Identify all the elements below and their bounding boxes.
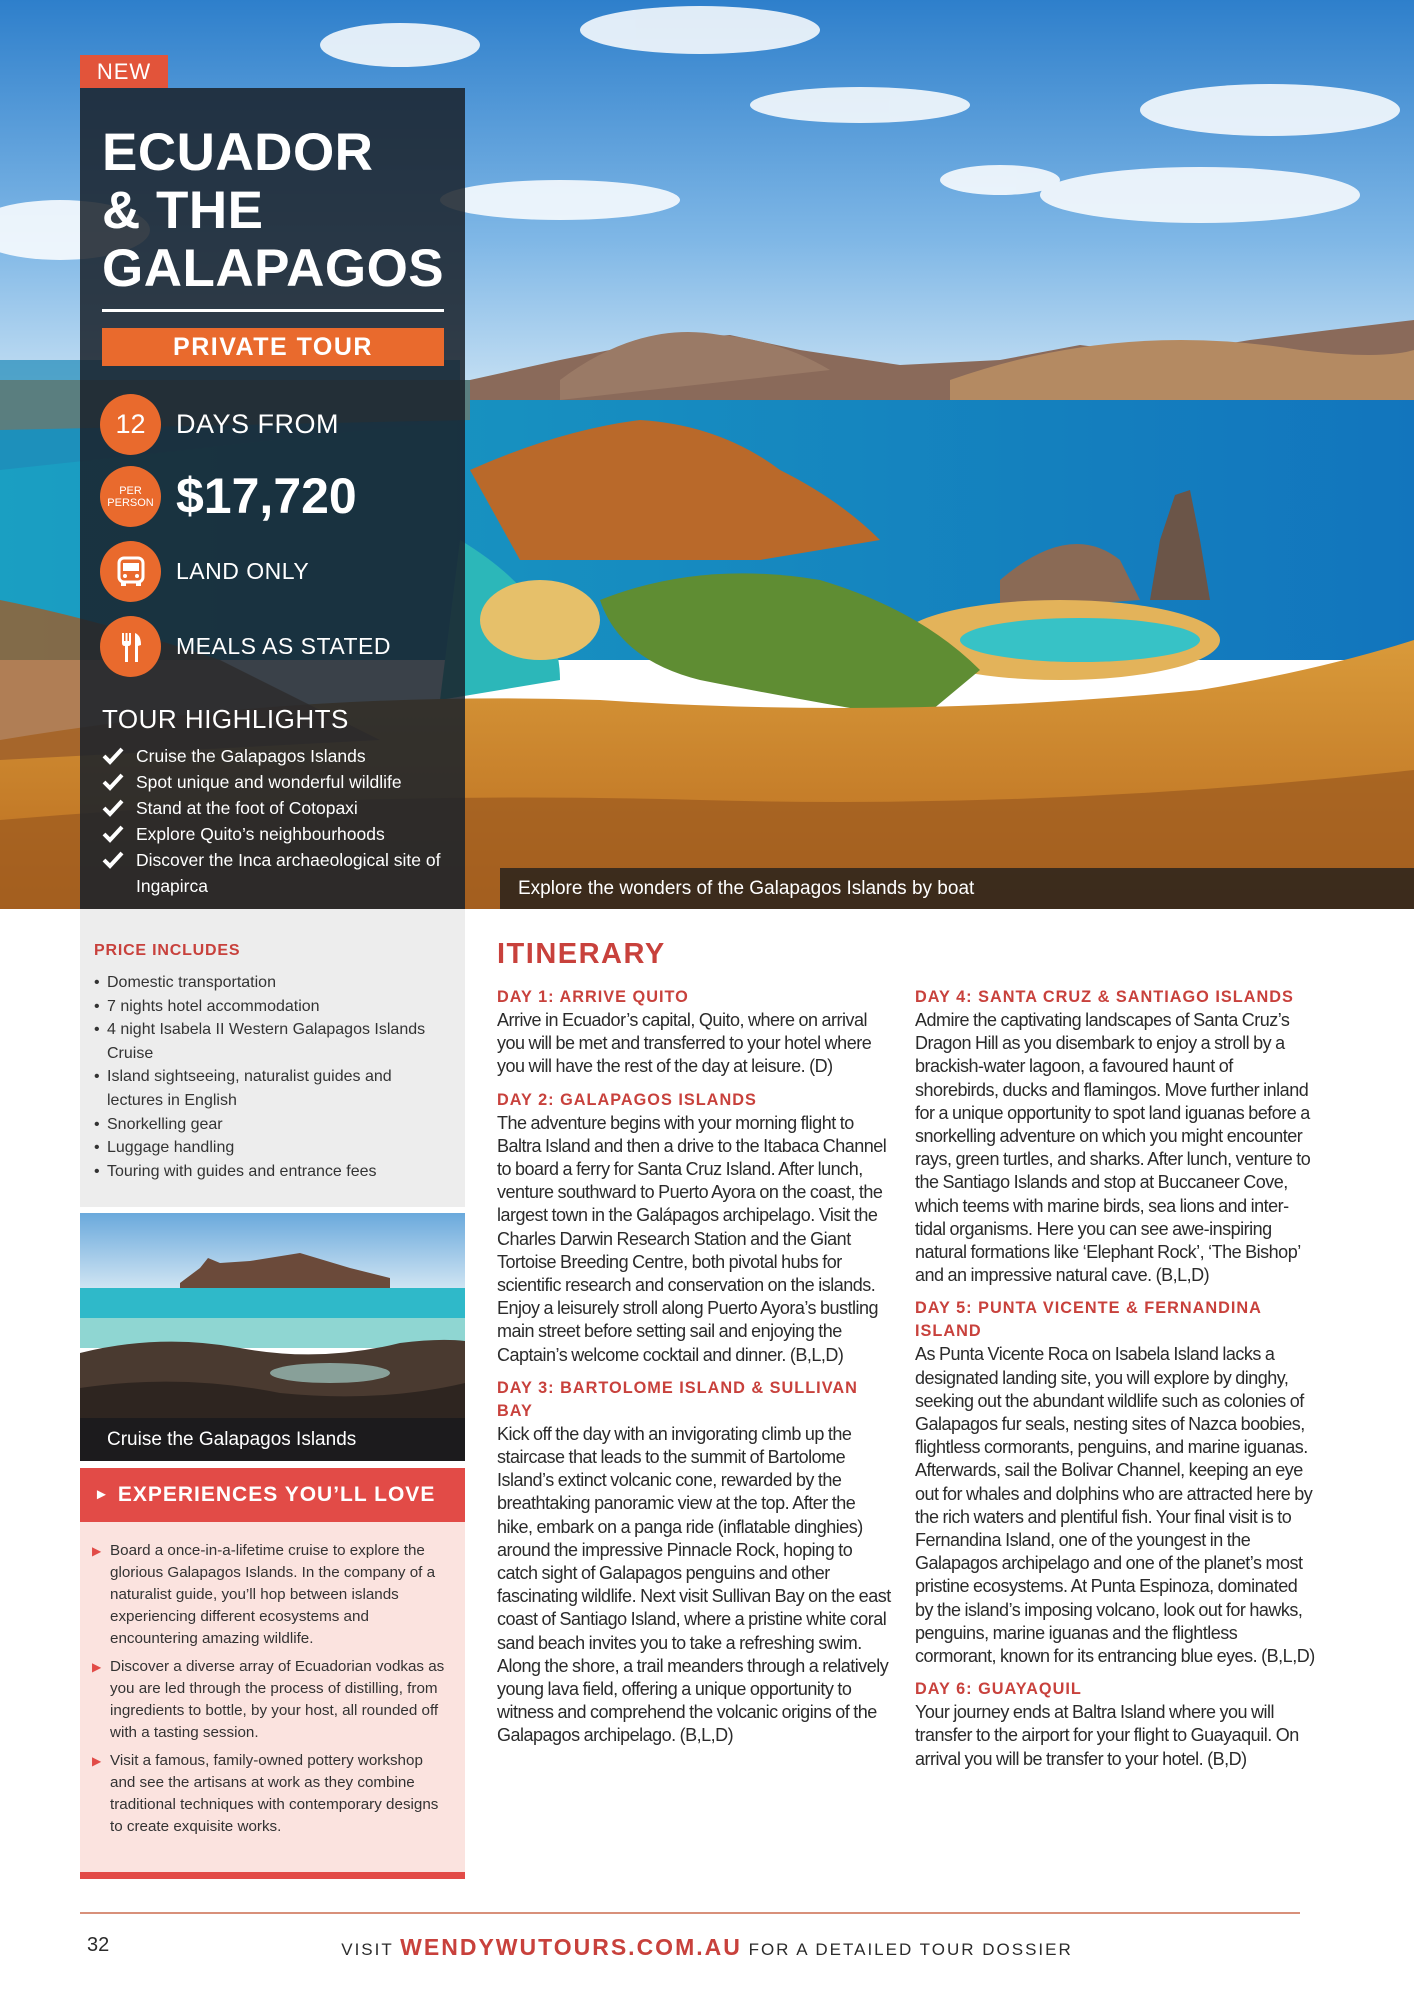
highlight-text: Explore Quito’s neighbourhoods [136,824,385,844]
cutlery-icon [100,616,161,677]
price-include-item: • Island sightseeing, naturalist guides and lectures in English [94,1065,451,1112]
price-includes-list [94,971,451,1183]
itinerary-day [915,1297,1315,1668]
tour-summary-panel [80,88,465,909]
day-text: Arrive in Ecuador’s capital, Quito, where on arrival you will be met and transferred to your hotel where you will have the rest of the day at leisure. (D) [497,1010,872,1077]
highlight-item [102,821,452,847]
check-icon [102,824,124,844]
price-stat [100,466,450,528]
highlight-item [102,769,452,795]
land-only-label: LAND ONLY [176,558,310,584]
price-include-item: • Touring with guides and entrance fees [94,1160,451,1184]
itinerary-column-2 [915,986,1315,1781]
tour-title [102,124,452,298]
experiences-header [80,1468,465,1522]
price-include-item: • Domestic transportation [94,971,451,995]
days-stat [100,394,450,456]
day-title: DAY 2: GALAPAGOS ISLANDS [497,1090,757,1109]
experiences-box [80,1522,465,1872]
day-text: Admire the captivating landscapes of Santa Cruz’s Dragon Hill as you disembark to enjoy a stroll by a brackish-water lagoon, a favoured haunt of shorebirds, ducks and flamingos. Move further inland for a unique opportunity to spot land iguanas before a snorkelling adventure on which you might encounter rays, green turtles, and sharks. After lunch, venture to the Santiago Islands and stop at Buccaneer Cove, which teems with marine birds, sea lions and inter-tidal organisms. Here you can see awe-inspiring natural formations like ‘Elephant Rock’, ‘The Bishop’ and an impressive natural cave. (B,L,D) [915,1010,1311,1286]
price-include-item: • Snorkelling gear [94,1113,451,1137]
private-tour-badge: PRIVATE TOUR [102,328,444,366]
itinerary-day [497,986,892,1079]
check-icon [102,772,124,792]
experiences-bottom-bar [80,1872,465,1879]
arrow-right-icon: ► [94,1486,110,1503]
itinerary-column-1 [497,986,892,1758]
highlight-text: Cruise the Galapagos Islands [136,746,366,766]
highlight-text: Spot unique and wonderful wildlife [136,772,402,792]
footer-dossier-label: FOR A DETAILED TOUR DOSSIER [748,1940,1073,1959]
highlights-title: TOUR HIGHLIGHTS [102,704,349,734]
tour-price: $17,720 [176,468,357,524]
experiences-list [92,1540,449,1838]
per-person-circle [100,466,161,527]
day-title: DAY 3: BARTOLOME ISLAND & SULLIVAN BAY [497,1378,858,1420]
title-divider [102,309,444,312]
price-includes-title: PRICE INCLUDES [94,942,241,959]
day-title: DAY 6: GUAYAQUIL [915,1680,1082,1699]
tour-title-line-2: & THE [102,181,264,240]
per-person-top: PER [119,484,142,497]
itinerary-day [497,1377,892,1748]
itinerary-day [915,986,1315,1287]
check-icon [102,798,124,818]
experience-item: ▶ Visit a famous, family-owned pottery workshop and see the artisans at work as they combine traditional techniques with contemporary designs to create exquisite works. [92,1750,449,1838]
itinerary-day [497,1089,892,1367]
page-number: 32 [87,1934,110,1956]
itinerary-title: ITINERARY [497,938,666,970]
footer-cta [0,1934,1414,1961]
days-label: DAYS FROM [176,409,340,439]
day-text: As Punta Vicente Roca on Isabela Island lacks a designated landing site, you will explore by dinghy, seeking out the abundant wildlife such as colonies of Galapagos fur seals, nesting sites of Nazca boobies, flightless cormorants, penguins, and marine iguanas. Afterwards, sail the Bolivar Channel, keeping an eye out for whales and dolphins who are attracted here by the rich waters and plentiful fish. Your final visit is to Fernandina Island, one of the youngest in the Galapagos archipelago and one of the planet’s most pristine ecosystems. At Punta Espinoza, dominated by the island’s imposing volcano, look out for hawks, penguins, marine iguanas and the flightless cormorant, known for its entrancing blue eyes. (B,L,D) [915,1344,1315,1667]
footer-divider [80,1912,1300,1914]
highlights-list [102,743,452,899]
day-title: DAY 1: ARRIVE QUITO [497,988,689,1006]
day-title: DAY 4: SANTA CRUZ & SANTIAGO ISLANDS [915,988,1294,1006]
highlight-item [102,795,452,821]
per-person-bottom: PERSON [107,496,154,509]
new-tag: NEW [80,55,168,88]
website-link[interactable]: WENDYWUTOURS.COM.AU [400,1934,742,1960]
tour-title-line-1: ECUADOR [102,123,374,182]
experience-item: ▶ Discover a diverse array of Ecuadorian vodkas as you are led through the process of distilling, from ingredients to bottle, by your host, all rounded off with a tasting session. [92,1656,449,1744]
highlight-text: Stand at the foot of Cotopaxi [136,798,358,818]
itinerary-day [915,1678,1315,1771]
check-icon [102,746,124,766]
day-title: DAY 5: PUNTA VICENTE & FERNANDINA ISLAND [915,1299,1262,1341]
meals-label: MEALS AS STATED [176,633,391,659]
meals-stat [100,616,450,678]
day-text: The adventure begins with your morning flight to Baltra Island and then a drive to the Itabaca Channel to board a ferry for Santa Cruz Island. After lunch, venture southward to Puerto Ayora on the coast, the largest town in the Galápagos archipelago. Visit the Charles Darwin Research Station and the Giant Tortoise Breeding Centre, both pivotal hubs for scientific research and conservation on the islands. Enjoy a leisurely stroll along Puerto Ayora’s bustling main street before setting sail and enjoying the Captain’s welcome cocktail and dinner. (B,L,D) [497,1112,887,1365]
land-stat [100,541,450,603]
cruise-photo-caption: Cruise the Galapagos Islands [80,1418,465,1461]
price-include-item: • 7 nights hotel accommodation [94,995,451,1019]
day-text: Kick off the day with an invigorating climb up the staircase that leads to the summit of Bartolome Island’s extinct volcanic cone, rewarded by the breathtaking panoramic view at the top. After the hike, embark on a panga ride (inflatable dinghies) around the impressive Pinnacle Rock, hoping to catch sight of Galapagos penguins and other fascinating wildlife. Next visit Sullivan Bay on the east coast of Santiago Island, where a pristine white coral sand beach invites you to take a refreshing swim. Along the shore, a trail meanders through a relatively young lava field, offering a unique opportunity to witness and comprehend the volcanic origins of the Galapagos archipelago. (B,L,D) [497,1423,891,1746]
experiences-title: EXPERIENCES YOU’LL LOVE [117,1483,436,1506]
price-include-item: • 4 night Isabela II Western Galapagos Islands Cruise [94,1018,451,1065]
highlight-text: Discover the Inca archaeological site of Ingapirca [136,850,441,896]
day-text: Your journey ends at Baltra Island where you will transfer to the airport for your flight to Guayaquil. On arrival you will be transfer to your hotel. (B,D) [915,1702,1299,1769]
price-include-item: • Luggage handling [94,1136,451,1160]
days-number-circle: 12 [100,394,161,455]
price-includes-box [80,909,465,1207]
bus-icon [100,541,161,602]
highlight-item [102,847,452,899]
experience-item: ▶ Board a once-in-a-lifetime cruise to explore the glorious Galapagos Islands. In the company of a naturalist guide, you’ll hop between islands experiencing different ecosystems and encountering amazing wildlife. [92,1540,449,1650]
check-icon [102,850,124,870]
tour-title-line-3: GALAPAGOS [102,239,445,298]
hero-caption: Explore the wonders of the Galapagos Islands by boat [500,868,1414,909]
highlight-item [102,743,452,769]
footer-visit-label: VISIT [341,1940,394,1959]
